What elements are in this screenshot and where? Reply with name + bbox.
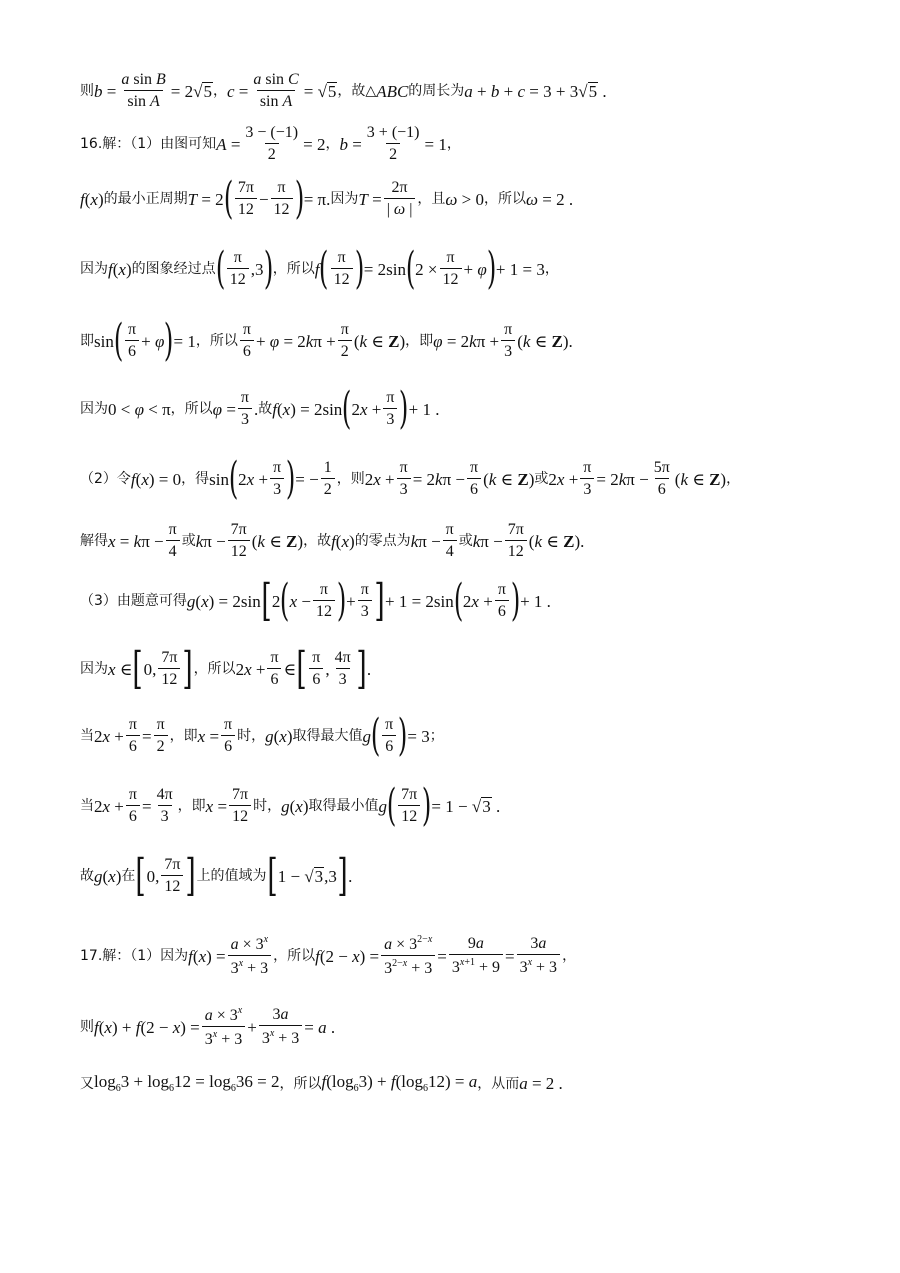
text: 取得最小值 [308,798,379,814]
text: ，故△ [337,83,377,99]
text: 当 [80,728,94,744]
text: 故 [80,868,94,884]
text: 故 [317,533,332,549]
text: ，所以 [195,333,238,349]
text: 又 [80,1075,94,1092]
text: 时， [253,798,282,814]
text: ； [429,728,444,744]
solution-line-8: 解得 x = kπ − $\frac{\pi}{4}$ 或 kπ − $\frac{7\pi}{12}$ (k ∈ Z) ， 故 f(x) 的零点为 kπ − $\frac{\pi}{4}$ 或 kπ − $\frac{7\pi}{12}$ (k ∈ Z). [80,521,585,560]
text: ，所以 [484,191,526,207]
text: 故 [258,401,273,417]
text: ，所以 [272,261,315,277]
solution-line-7: （2）令 f(x) = 0 ，得 sin ( 2x + $\frac{\pi}{3}$ ) = − $\frac{1}{2}$ ，则 2x + $\frac{\pi}{3}$ = 2kπ − $\frac{\pi}{6}$ (k ∈ Z) 或 2x + $\frac{\pi}{3}$ = 2kπ − $\frac{5\pi}{6}$ (k ∈ Z) ， [80,453,741,505]
text: 因为 [80,401,108,417]
text: ，则 [336,471,365,487]
text: ，即 [177,798,206,814]
text: 因为 [80,661,108,677]
text: 的图象经过点 [131,261,216,277]
text: ，所以 [279,1075,322,1092]
text: 当 [80,798,94,814]
text: 或 [181,533,196,549]
part-2-heading: （2）令 [80,471,131,487]
part-3-heading: （3）由题意可得 [80,593,187,609]
solution-line-5: 即 sin ( $\frac{\pi}{6}$ + φ ) = 1 ，所以 $\frac{\pi}{6}$ + φ = 2kπ + $\frac{\pi}{2}$ (k ∈ Z) ，即 φ = 2kπ + $\frac{\pi}{3}$ (k ∈ Z). [80,315,573,367]
text: 解得 [80,533,108,549]
text: 上的值域为 [196,868,267,884]
text: 的最小正周期 [103,191,188,207]
text: 因为 [80,261,108,277]
text: ，所以 [193,661,236,677]
solution-line-12: 当 2x + $\frac{\pi}{6}$ = $\frac{4\pi}{3}$ ，即 x = $\frac{7\pi}{12}$ 时， g(x) 取得最小值 g ( $\frac{7\pi}{12}$ ) = 1 − √ 3 . [80,780,501,832]
solution-line-4: 因为 f(x) 的图象经过点 ( $\frac{\pi}{12}$ ,3 ) ，所以 f ( $\frac{\pi}{12}$ ) = 2sin ( 2 × $\frac{\pi}{12}$ + φ ) + 1 = 3 ， [80,243,559,295]
solution-line-3: f(x) 的最小正周期 T = 2 ( $\frac{7\pi}{12}$ − $\frac{\pi}{12}$ ) = π. 因为 T = $\frac{2\pi}{| \omega |}$ ，且 ω > 0 ，所以 ω = 2 . [80,173,574,225]
text: 因为 [330,191,359,207]
solution-line-2: 16.解：（1）由图可知 A = $\frac{3 - (-1)}{2}$ = 2 ， b = $\frac{3 + (-1)}{2}$ = 1 ， [80,124,461,163]
text: 即 [80,333,94,349]
text: ，即 [405,333,434,349]
text: 或 [458,533,473,549]
solution-line-9: （3）由题意可得 g(x) = 2sin [ 2 ( x − $\frac{\pi}{12}$ ) + $\frac{\pi}{3}$ ] + 1 = 2sin ( 2x + $\frac{\pi}{6}$ ) + 1 . [80,575,551,627]
text: ，且 [417,191,446,207]
solution-line-1: 则 b = $\frac{\text{a sin B}}{\text{sin A}}$ = 2√ 5 ， c = $\frac{\text{a sin C}}{\text{sin A}}$ = √ 5 ，故△ ABC 的周长为 a + b + c = 3 + 3√ 5 . [80,71,607,110]
text: ，即 [169,728,198,744]
solution-line-14: 17.解：（1）因为 f(x) = $\frac{a \times 3^x}{3^x + 3}$ ，所以 f(2 − x) = $\frac{a \times 3^{2-x}}{3^{2-x} + 3}$ = $\frac{9a}{3^{x+1} + 9}$ = $\frac{3a}{3^x + 3}$ ， [80,934,577,977]
text: ，所以 [273,948,316,964]
text: ，从而 [477,1075,520,1092]
solution-line-6: 因为 0 < φ < π ，所以 φ = $\frac{\pi}{3}$ . 故 f(x) = 2sin ( 2x + $\frac{\pi}{3}$ ) + 1 . [80,383,440,435]
text: 则 [80,83,94,99]
solution-line-16: 又 $\log_63 + \log_612 = \log_636 = 2$ ，所以 $f(\log_63) + f(\log_612) = a$ ，从而 a = 2 . [80,1072,563,1094]
text: 在 [121,868,136,884]
problem-16-heading: 16.解：（1）由图可知 [80,136,217,152]
text: 时， [237,728,266,744]
solution-line-15: 则 f(x) + f(2 − x) = $\frac{a \times 3^x}{3^x + 3}$ + $\frac{3a}{3^x + 3}$ = a . [80,1005,336,1048]
text: ，得 [181,471,210,487]
text: 的零点为 [354,533,411,549]
text: ，所以 [170,401,213,417]
text: 的周长为 [408,83,465,99]
text: 则 [80,1019,94,1035]
solution-line-10: 因为 x ∈ [ 0, $\frac{7\pi}{12}$ ] ，所以 2x + $\frac{\pi}{6}$ ∈ [ $\frac{\pi}{6}$ , $\frac{4\pi}{3}$ ] . [80,643,372,695]
text: 取得最大值 [292,728,363,744]
solution-line-11: 当 2x + $\frac{\pi}{6}$ = $\frac{\pi}{2}$ ，即 x = $\frac{\pi}{6}$ 时， g(x) 取得最大值 g ( $\frac{\pi}{6}$ ) = 3 ； [80,710,444,762]
solution-line-13: 故 g(x) 在 [ 0, $\frac{7\pi}{12}$ ] 上的值域为 [ 1 − √ 3 ,3 ] . [80,850,353,902]
text: 或 [534,471,549,487]
problem-17-heading: 17.解：（1）因为 [80,948,189,964]
